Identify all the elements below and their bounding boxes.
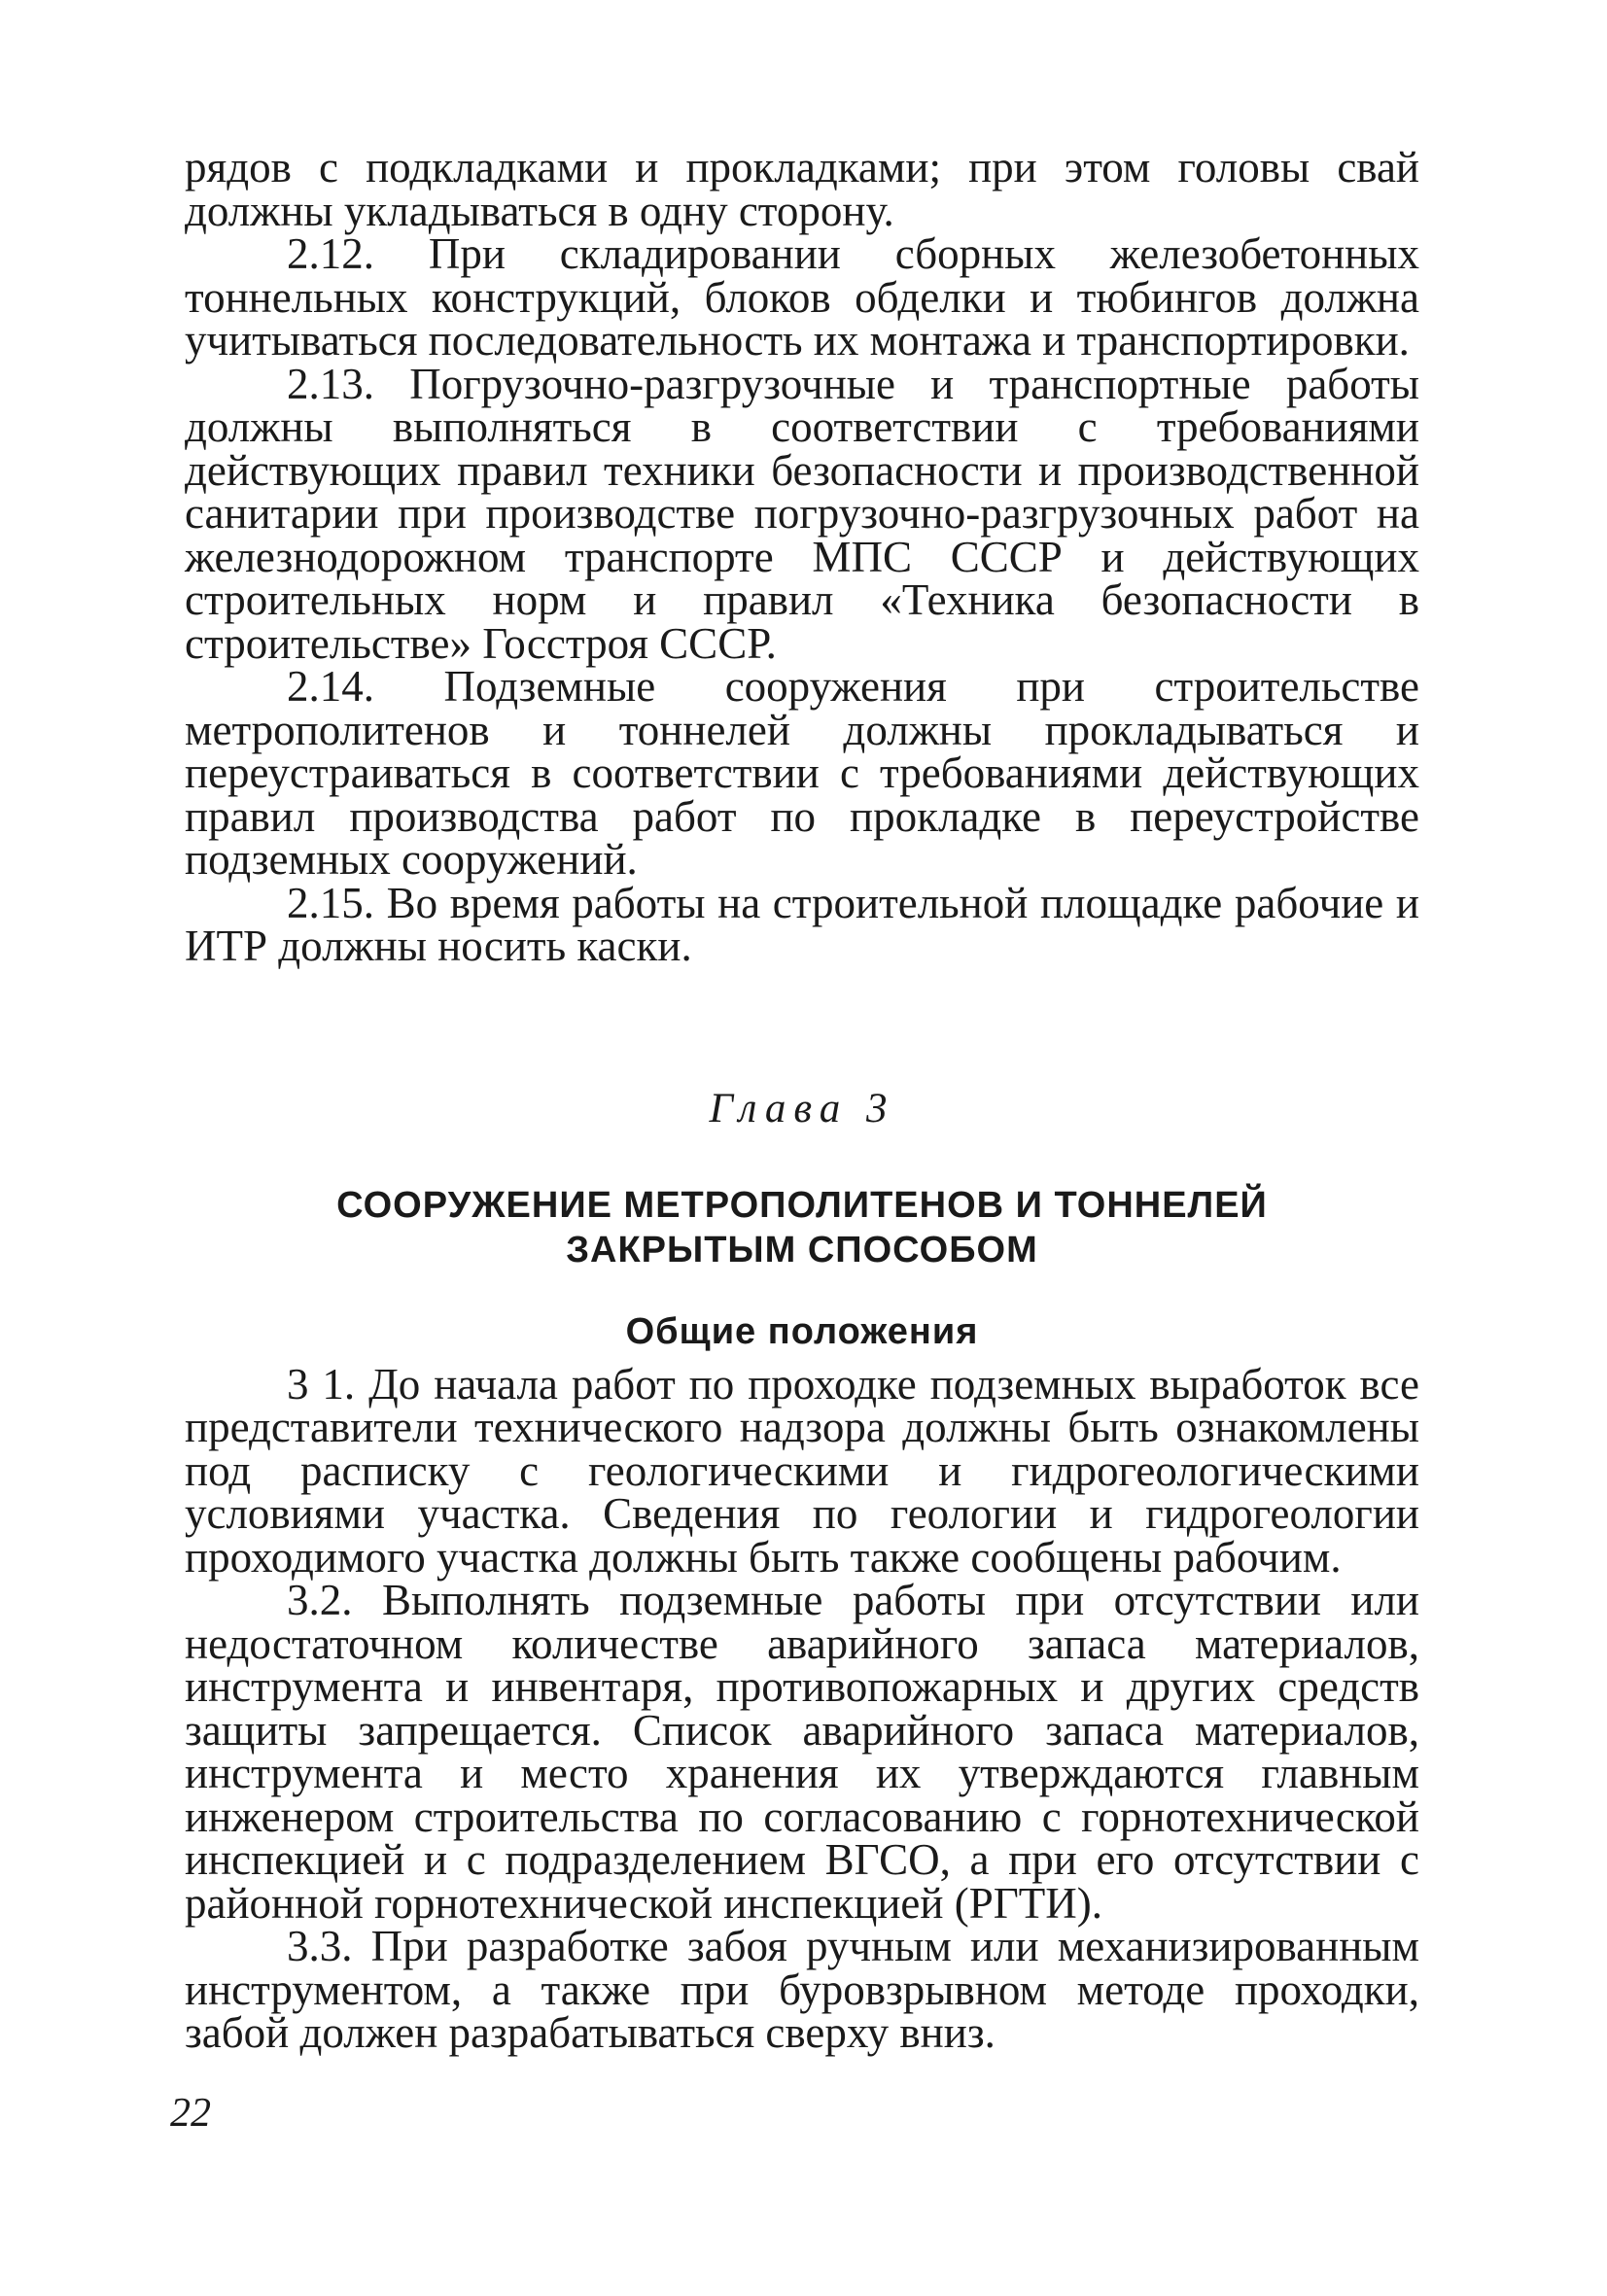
paragraph-3-1: 3 1. До начала работ по проходке подземных выработок все представители технического надзора должны быть ознакомлены под расписку с геологическими и гидрогеологическими условиями участка. Сведения по геологии и гидрогеологии проходимого участка должны быть также сообщены рабочим. xyxy=(185,1359,1419,1582)
paragraph-2-12: 2.12. При складировании сборных железобетонных тоннельных конструкций, блоков обделки и тюбингов должна учитываться последовательность их монтажа и транспортировки. xyxy=(185,229,1419,365)
paragraph-continuation: рядов с подкладками и прокладками; при этом головы свай должны укладываться в одну сторону. xyxy=(185,143,1419,235)
paragraph-3-3: 3.3. При разработке забоя ручным или механизированным инструментом, а также при буровзрывном методе проходки, забой должен разрабатываться сверху вниз. xyxy=(185,1922,1419,2057)
page-content xyxy=(185,143,1419,2057)
chapter-title-line-1: СООРУЖЕНИЕ МЕТРОПОЛИТЕНОВ И ТОННЕЛЕЙ xyxy=(336,1184,1268,1226)
paragraph-2-13: 2.13. Погрузочно-разгрузочные и транспортные работы должны выполняться в соответствии с требованиями действующих правил техники безопасности и производственной санитарии при производстве погрузочно-разгрузочных работ на железнодорожном транспорте МПС СССР и действующих строительных норм и правил «Техника безопасности в строительстве» Госстроя СССР. xyxy=(185,359,1419,668)
chapter-title-line-2: ЗАКРЫТЫМ СПОСОБОМ xyxy=(566,1229,1038,1270)
chapter-title xyxy=(185,1183,1419,1272)
page-number: 22 xyxy=(170,2091,211,2136)
paragraph-2-14: 2.14. Подземные сооружения при строительстве метрополитенов и тоннелей должны прокладываться и переустраиваться в соответствии с требованиями действующих правил производства работ по прокладке в переустройстве подземных сооружений. xyxy=(185,662,1419,884)
paragraph-2-15: 2.15. Во время работы на строительной площадке рабочие и ИТР должны носить каски. xyxy=(185,878,1419,970)
paragraph-3-2: 3.2. Выполнять подземные работы при отсутствии или недостаточном количестве аварийного запаса материалов, инструмента и инвентаря, противопожарных и других средств защиты запрещается. Список аварийного запаса материалов, инструмента и место хранения их утверждаются главным инженером строительства по согласованию с горнотехнической инспекцией и с подразделением ВГСО, а при его отсутствии с районной горнотехнической инспекцией (РГТИ). xyxy=(185,1576,1419,1928)
chapter-label: Глава 3 xyxy=(709,1085,895,1131)
section-title: Общие положения xyxy=(625,1310,979,1352)
